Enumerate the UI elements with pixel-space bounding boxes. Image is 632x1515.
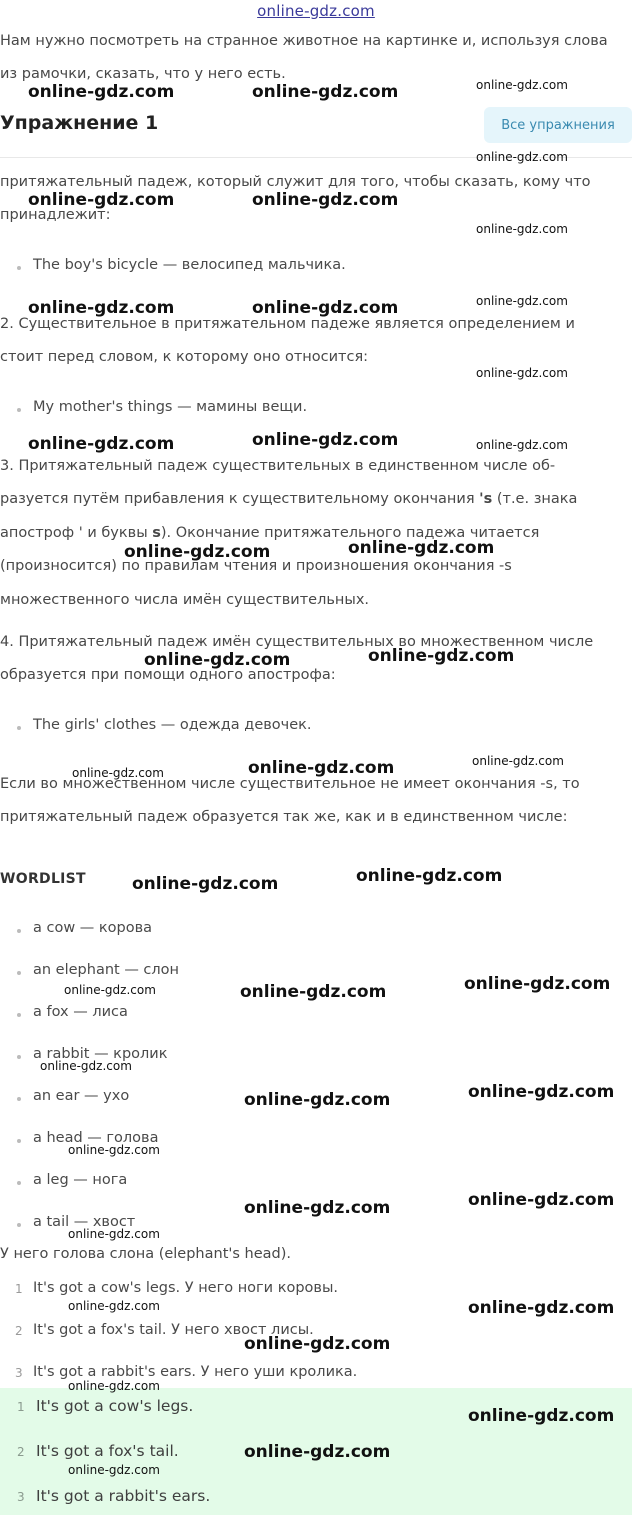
watermark: online-gdz.com: [476, 78, 568, 92]
theory-p1-line-1: притяжательный падеж, который служит для того, чтобы сказать, кому что: [0, 174, 591, 190]
watermark: online-gdz.com: [472, 754, 564, 768]
theory-p2-line-1: 2. Существительное в притяжательном падеже является определением и: [0, 316, 575, 332]
watermark: online-gdz.com: [40, 1059, 132, 1073]
bullet-icon: [17, 1055, 21, 1059]
watermark: online-gdz.com: [240, 982, 387, 1002]
watermark: online-gdz.com: [244, 1090, 391, 1110]
watermark: online-gdz.com: [28, 434, 175, 454]
theory-p5-line-2: притяжательный падеж образуется так же, как и в единственном числе:: [0, 809, 568, 825]
watermark: online-gdz.com: [248, 758, 395, 778]
wordlist-title: WORDLIST: [0, 871, 86, 887]
answer-intro: У него голова слона (elephant's head).: [0, 1246, 291, 1262]
watermark: online-gdz.com: [68, 1379, 160, 1393]
watermark: online-gdz.com: [244, 1334, 391, 1354]
highlight-item: It's got a rabbit's ears.: [36, 1487, 211, 1505]
wordlist-item: a leg — нога: [33, 1172, 128, 1188]
highlight-item: It's got a cow's legs.: [36, 1397, 194, 1415]
theory-p2-line-2: стоит перед словом, к которому оно относится:: [0, 349, 369, 365]
example-1: The boy's bicycle — велосипед мальчика.: [33, 257, 346, 273]
watermark: online-gdz.com: [468, 1406, 615, 1426]
bullet-icon: [17, 1181, 21, 1185]
watermark: online-gdz.com: [252, 298, 399, 318]
watermark: online-gdz.com: [144, 650, 291, 670]
wordlist-item: a rabbit — кролик: [33, 1046, 168, 1062]
intro-line-2: из рамочки, сказать, что у него есть.: [0, 66, 286, 82]
highlight-item: It's got a fox's tail.: [36, 1442, 179, 1460]
watermark: online-gdz.com: [132, 874, 279, 894]
wordlist-item: an ear — ухо: [33, 1088, 130, 1104]
watermark: online-gdz.com: [252, 82, 399, 102]
wordlist-item: a cow — корова: [33, 920, 153, 936]
top-watermark-link[interactable]: online-gdz.com: [257, 2, 375, 20]
watermark: online-gdz.com: [28, 190, 175, 210]
theory-p4-line-1: 4. Притяжательный падеж имён существительных во множественном числе: [0, 634, 594, 650]
bullet-icon: [17, 266, 21, 270]
watermark: online-gdz.com: [348, 538, 495, 558]
watermark: online-gdz.com: [476, 366, 568, 380]
watermark: online-gdz.com: [356, 866, 503, 886]
theory-p3-line-4: (произносится) по правилам чтения и произношения окончания -s: [0, 558, 512, 574]
watermark: online-gdz.com: [244, 1198, 391, 1218]
example-2: My mother's things — мамины вещи.: [33, 399, 308, 415]
bullet-icon: [17, 408, 21, 412]
highlight-number: 3: [17, 1490, 25, 1504]
watermark: online-gdz.com: [252, 190, 399, 210]
page-title: Упражнение 1: [0, 112, 159, 134]
watermark: online-gdz.com: [28, 298, 175, 318]
watermark: online-gdz.com: [28, 82, 175, 102]
bullet-icon: [17, 1223, 21, 1227]
watermark: online-gdz.com: [468, 1190, 615, 1210]
watermark: online-gdz.com: [464, 974, 611, 994]
watermark: online-gdz.com: [252, 430, 399, 450]
theory-p3-line-1: 3. Притяжательный падеж существительных в единственном числе об-: [0, 458, 556, 474]
watermark: online-gdz.com: [468, 1298, 615, 1318]
theory-p5-line-1: Если во множественном числе существительное не имеет окончания -s, то: [0, 776, 580, 792]
wordlist-item: a tail — хвост: [33, 1214, 136, 1230]
bullet-icon: [17, 1013, 21, 1017]
intro-line-1: Нам нужно посмотреть на странное животное на картинке и, используя слова: [0, 33, 608, 49]
theory-p3-line-2: разуется путём прибавления к существительному окончания 's (т.е. знака: [0, 491, 578, 507]
watermark: online-gdz.com: [68, 1463, 160, 1477]
answer-number: 1: [15, 1282, 23, 1296]
answer-item: It's got a rabbit's ears. У него уши кролика.: [33, 1364, 358, 1380]
watermark: online-gdz.com: [476, 294, 568, 308]
all-exercises-button[interactable]: Все упражнения: [484, 107, 632, 143]
watermark: online-gdz.com: [68, 1299, 160, 1313]
highlight-number: 1: [17, 1400, 25, 1414]
watermark: online-gdz.com: [368, 646, 515, 666]
theory-p1-line-2: принадлежит:: [0, 207, 111, 223]
answer-item: It's got a fox's tail. У него хвост лисы.: [33, 1322, 314, 1338]
theory-p3-line-3: апостроф ' и буквы s). Окончание притяжательного падежа читается: [0, 525, 540, 541]
watermark: online-gdz.com: [68, 1143, 160, 1157]
wordlist-item: an elephant — слон: [33, 962, 180, 978]
theory-p3-line-5: множественного числа имён существительных.: [0, 592, 370, 608]
bullet-icon: [17, 1097, 21, 1101]
watermark: online-gdz.com: [72, 766, 164, 780]
bullet-icon: [17, 929, 21, 933]
watermark: online-gdz.com: [476, 150, 568, 164]
bullet-icon: [17, 971, 21, 975]
theory-p4-line-2: образуется при помощи одного апострофа:: [0, 667, 336, 683]
watermark: online-gdz.com: [64, 983, 156, 997]
answer-number: 3: [15, 1366, 23, 1380]
answer-item: It's got a cow's legs. У него ноги коровы.: [33, 1280, 339, 1296]
watermark: online-gdz.com: [468, 1082, 615, 1102]
answer-number: 2: [15, 1324, 23, 1338]
highlight-number: 2: [17, 1445, 25, 1459]
watermark: online-gdz.com: [68, 1227, 160, 1241]
watermark: online-gdz.com: [476, 222, 568, 236]
watermark: online-gdz.com: [476, 438, 568, 452]
watermark: online-gdz.com: [244, 1442, 391, 1462]
wordlist-item: a head — голова: [33, 1130, 159, 1146]
bullet-icon: [17, 726, 21, 730]
bullet-icon: [17, 1139, 21, 1143]
example-4: The girls' clothes — одежда девочек.: [33, 717, 312, 733]
watermark: online-gdz.com: [124, 542, 271, 562]
wordlist-item: a fox — лиса: [33, 1004, 128, 1020]
